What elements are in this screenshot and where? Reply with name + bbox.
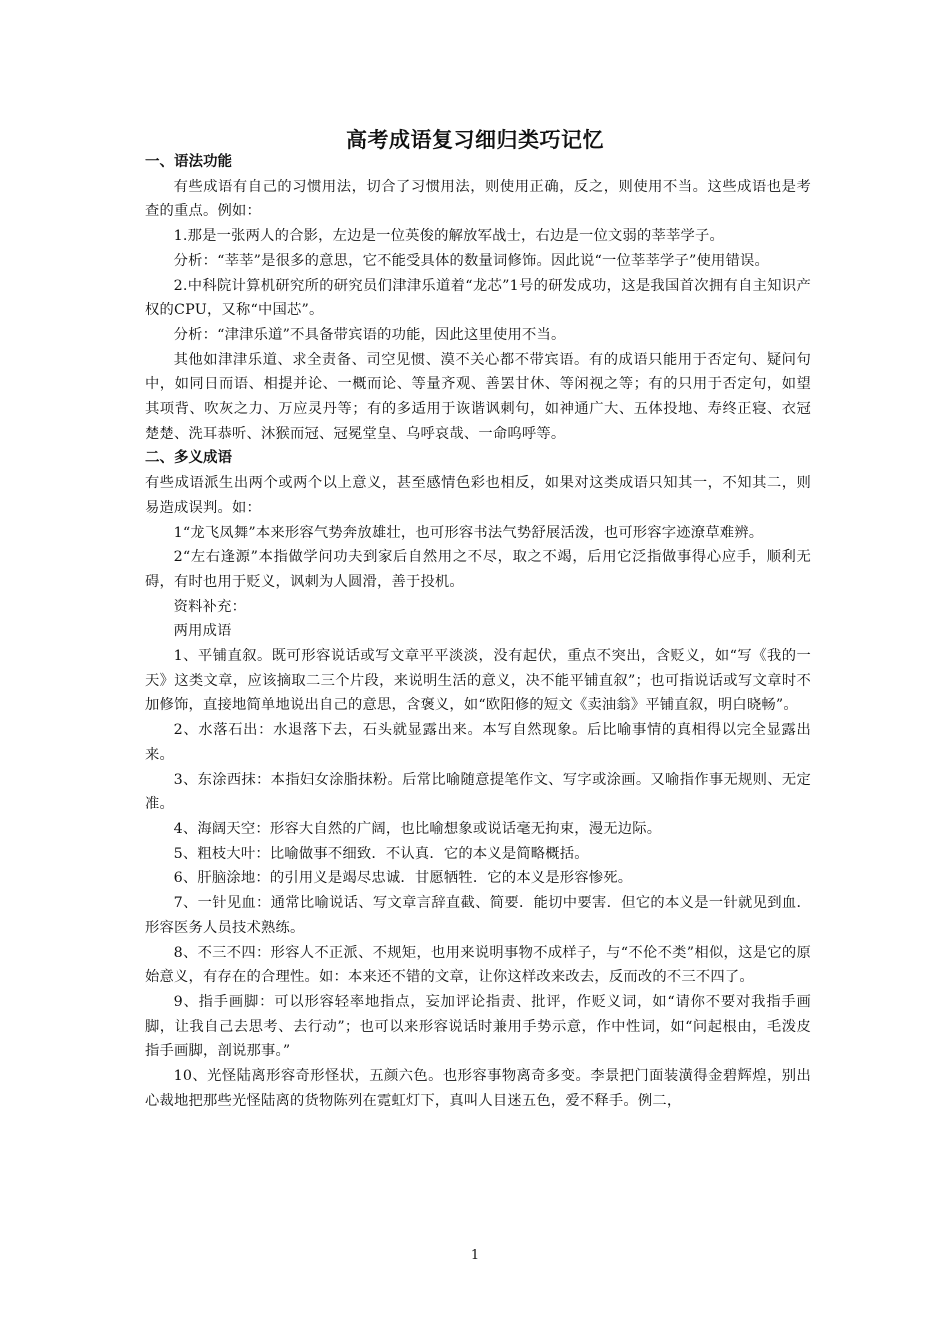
paragraph: 其他如津津乐道、求全责备、司空见惯、漠不关心都不带宾语。有的成语只能用于否定句、疑问句中，如同日而语、相提并论、一概而论、等量齐观、善罢甘休、等闲视之等；有的只用于否定句，如望其项背、吹灰之力、万应灵丹等；有的多适用于诙谐讽刺句，如神通广大、五体投地、寿终正寝、衣冠楚楚、洗耳恭听、沐猴而冠、冠冕堂皇、乌呼哀哉、一命呜呼等。 xyxy=(145,351,811,442)
paragraph: 分析：“莘莘”是很多的意思，它不能受具体的数量词修饰。因此说“一位莘莘学子”使用错误。 xyxy=(173,252,770,269)
paragraph: 两用成语 xyxy=(173,623,232,640)
document-title: 高考成语复习细归类巧记忆 xyxy=(346,128,604,152)
paragraph: 2、水落石出：水退落下去，石头就显露出来。本写自然现象。后比喻事情的真相得以完全显露出来。 xyxy=(145,722,811,763)
paragraph: 9、指手画脚：可以形容轻率地指点，妄加评论指责、批评，作贬义词，如“请你不要对我指手画脚，让我自己去思考、去行动”；也可以来形容说话时兼用手势示意，作中性词，如“问起根由，毛泼皮指手画脚，剖说那事。” xyxy=(145,993,811,1060)
paragraph: 分析：“津津乐道”不具备带宾语的功能，因此这里使用不当。 xyxy=(173,326,566,343)
paragraph: 7、一针见血：通常比喻说话、写文章言辞直截、简要．能切中要害．但它的本义是一针就见到血．形容医务人员技术熟练。 xyxy=(145,895,811,936)
paragraph: 6、肝脑涂地：的引用义是竭尽忠诚．甘愿牺牲．它的本义是形容惨死。 xyxy=(173,870,633,887)
paragraph: 2.中科院计算机研究所的研究员们津津乐道着“龙芯”1号的研发成功，这是我国首次拥有自主知识产权的CPU，又称“中国芯”。 xyxy=(145,277,811,319)
section-heading: 一、语法功能 xyxy=(145,154,232,170)
paragraph: 1、平铺直叙。既可形容说话或写文章平平淡淡，没有起伏，重点不突出，含贬义，如“写《我的一天》这类文章，应该摘取二三个片段，来说明生活的意义，决不能平铺直叙”；也可指说话或写文章时不加修饰，直接地简单地说出自己的意思，含褒义，如“欧阳修的短文《卖油翁》平铺直叙，明白晓畅”。 xyxy=(145,648,811,714)
paragraph: 有些成语有自己的习惯用法，切合了习惯用法，则使用正确，反之，则使用不当。这些成语也是考查的重点。例如： xyxy=(145,178,811,220)
paragraph: 4、海阔天空：形容大自然的广阔，也比喻想象或说话毫无拘束，漫无边际。 xyxy=(173,820,662,837)
paragraph: 1.那是一张两人的合影，左边是一位英俊的解放军战士，右边是一位文弱的莘莘学子。 xyxy=(173,228,725,245)
paragraph: 8、不三不四：形容人不正派、不规矩，也用来说明事物不成样子，与“不伦不类”相似，这是它的原始意义，有存在的合理性。如：本来还不错的文章，让你这样改来改去，反而改的不三不四了。 xyxy=(145,944,811,986)
paragraph: 资料补充： xyxy=(173,598,247,615)
page-number: 1 xyxy=(470,1248,480,1263)
document-body xyxy=(145,150,811,1113)
paragraph: 2“左右逢源”本指做学问功夫到家后自然用之不尽，取之不竭，后用它泛指做事得心应手，顺利无碍，有时也用于贬义，讽刺为人圆滑，善于投机。 xyxy=(145,549,811,590)
paragraph: 3、东涂西抹：本指妇女涂脂抹粉。后常比喻随意提笔作文、写字或涂画。又喻指作事无规则、无定准。 xyxy=(145,771,811,813)
paragraph: 1“龙飞凤舞”本来形容气势奔放雄壮，也可形容书法气势舒展活泼，也可形容字迹潦草难辨。 xyxy=(173,524,764,541)
section-heading: 二、多义成语 xyxy=(145,450,232,467)
paragraph: 5、粗枝大叶：比喻做事不细致．不认真．它的本义是简略概括。 xyxy=(173,845,589,862)
paragraph: 有些成语派生出两个或两个以上意义，甚至感情色彩也相反，如果对这类成语只知其一，不知其二，则易造成误判。如： xyxy=(145,475,811,516)
paragraph: 10、光怪陆离形容奇形怪状，五颜六色。也形容事物离奇多变。李景把门面装潢得金碧辉煌，别出心裁地把那些光怪陆离的货物陈列在霓虹灯下，真叫人目迷五色，爱不释手。例二， xyxy=(145,1068,811,1109)
